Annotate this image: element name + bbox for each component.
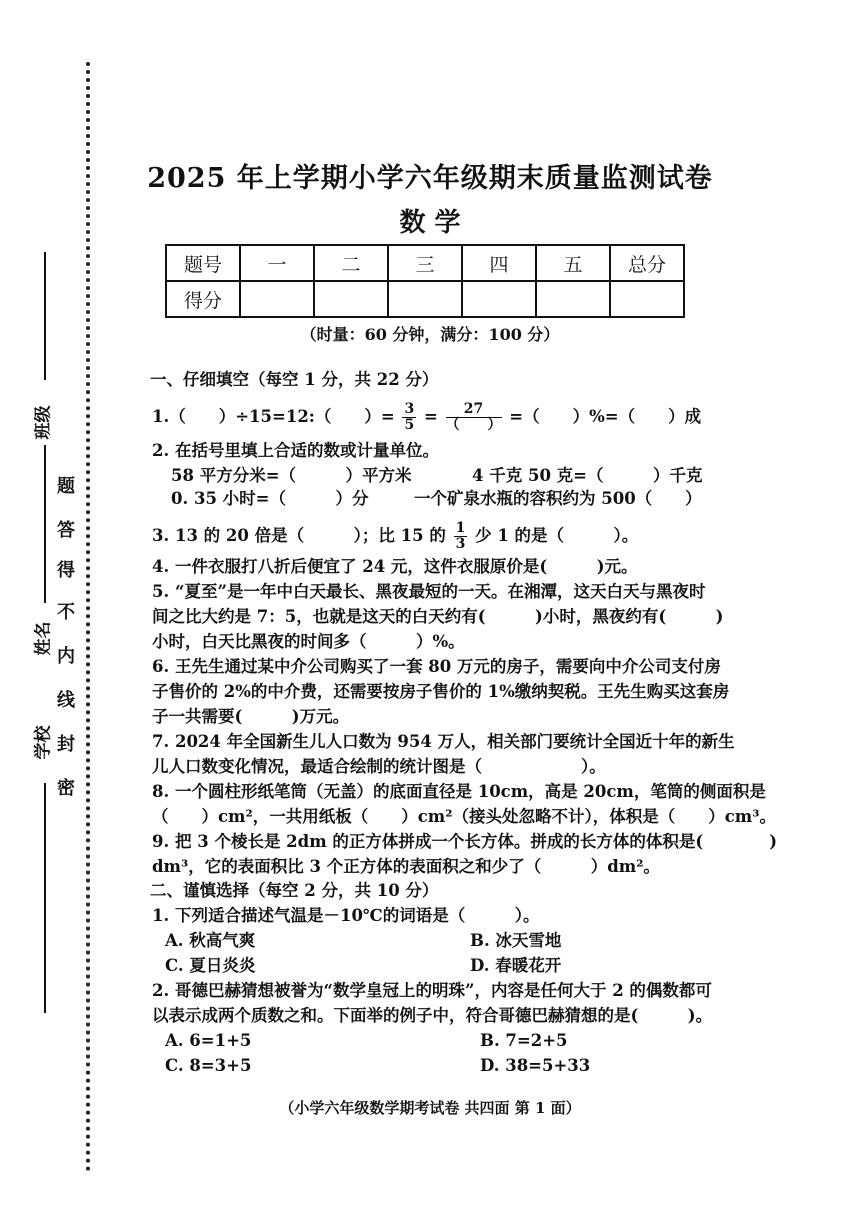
question-2c: 0. 35 小时=（ ）分 <box>171 489 369 508</box>
question-2: 2. 在括号里填上合适的数或计量单位。 <box>152 441 439 460</box>
binding-warning-char: 封 <box>57 734 75 755</box>
binding-warning-char: 不 <box>57 602 75 623</box>
score-row-label: 得分 <box>166 281 240 317</box>
choice-option[interactable]: A. 6=1+5 <box>165 1031 252 1050</box>
q3-text-a: 3. 13 的 20 倍是（ ）；比 15 的 <box>152 526 446 545</box>
binding-warning-char: 题 <box>57 476 75 497</box>
fraction <box>454 521 468 552</box>
score-header-cell: 一 <box>240 245 314 281</box>
question-6-line1: 6. 王先生通过某中介公司购买了一套 80 万元的房子，需要向中介公司支付房 <box>152 657 721 676</box>
section2-heading: 二、谨慎选择（每空 2 分，共 10 分） <box>150 881 439 900</box>
question-9-line1: 9. 把 3 个棱长是 2dm 的正方体拼成一个长方体。拼成的长方体的体积是( ) <box>152 832 778 851</box>
choice-option[interactable]: C. 8=3+5 <box>165 1056 252 1075</box>
score-header-cell: 四 <box>462 245 536 281</box>
page-footer: （小学六年级数学期考试卷 共四面 第 1 面） <box>279 1099 581 1117</box>
time-note: （时量：60 分钟，满分：100 分） <box>300 325 560 344</box>
choice-option[interactable]: B. 冰天雪地 <box>470 931 562 950</box>
score-cell[interactable] <box>536 281 610 317</box>
question-8-line1: 8. 一个圆柱形纸笔筒（无盖）的底面直径是 10cm，高是 20cm，笔筒的侧面积是 <box>152 782 766 801</box>
question-2b: 4 千克 50 克=（ ）千克 <box>472 466 703 485</box>
score-header-cell: 二 <box>314 245 388 281</box>
fraction-numerator: 27 <box>446 402 502 418</box>
score-cell[interactable] <box>240 281 314 317</box>
class-label: 班级 <box>33 405 54 440</box>
score-cell[interactable] <box>388 281 462 317</box>
question-1 <box>152 402 701 433</box>
name-label: 姓名 <box>33 621 54 656</box>
fraction-denominator: （ ） <box>445 417 502 433</box>
fraction <box>446 402 502 433</box>
fraction-denominator: 5 <box>404 417 415 433</box>
question-4: 4. 一件衣服打八折后便宜了 24 元，这件衣服原价是( )元。 <box>152 557 638 576</box>
school-underline <box>44 783 46 1013</box>
question-3 <box>152 521 638 552</box>
question-5-line3: 小时，白天比黑夜的时间多（ ）%。 <box>152 632 465 651</box>
score-header-cell: 总分 <box>610 245 684 281</box>
question-7-line2: 儿人口数变化情况，最适合绘制的统计图是（ ）。 <box>152 757 606 776</box>
q1-text-b: =（ ）%=（ ）成 <box>509 407 702 426</box>
choice-question-2-line1: 2. 哥德巴赫猜想被誉为“数学皇冠上的明珠”，内容是任何大于 2 的偶数都可 <box>152 981 712 1000</box>
score-table <box>165 244 685 318</box>
q1-equals: = <box>423 407 438 426</box>
choice-option[interactable]: C. 夏日炎炎 <box>165 956 256 975</box>
score-table-score-row <box>166 281 684 317</box>
fraction-numerator: 3 <box>404 401 415 417</box>
question-6-line3: 子一共需要( )万元。 <box>152 707 350 726</box>
q3-text-b: 少 1 的是（ ）。 <box>475 526 639 545</box>
score-table-header-row <box>166 245 684 281</box>
score-header-cell: 五 <box>536 245 610 281</box>
question-9-line2: dm³，它的表面积比 3 个正方体的表面积之和少了（ ）dm²。 <box>152 857 660 876</box>
name-underline <box>44 445 46 603</box>
exam-subject: 数 学 <box>399 208 461 238</box>
binding-warning-char: 内 <box>57 646 75 667</box>
score-header-cell: 三 <box>388 245 462 281</box>
score-cell[interactable] <box>314 281 388 317</box>
class-underline <box>44 252 46 380</box>
school-label: 学校 <box>33 725 54 760</box>
question-5-line2: 间之比大约是 7：5，也就是这天的白天约有( )小时，黑夜约有( ) <box>152 607 724 626</box>
question-8-line2: （ ）cm²，一共用纸板（ ）cm²（接头处忽略不计），体积是（ ）cm³。 <box>152 807 776 826</box>
question-2a: 58 平方分米=（ ）平方米 <box>171 466 412 485</box>
section1-heading: 一、仔细填空（每空 1 分，共 22 分） <box>150 370 439 389</box>
choice-option[interactable]: D. 38=5+33 <box>480 1056 591 1075</box>
fraction-numerator: 1 <box>455 520 466 536</box>
binding-warning-char: 线 <box>57 690 75 711</box>
choice-question-1: 1. 下列适合描述气温是－10℃的词语是（ ）。 <box>152 906 540 925</box>
binding-warning-char: 密 <box>57 778 75 799</box>
exam-title: 2025 年上学期小学六年级期末质量监测试卷 <box>147 163 713 194</box>
question-2d: 一个矿泉水瓶的容积约为 500（ ） <box>414 489 702 508</box>
choice-option[interactable]: D. 春暖花开 <box>470 956 562 975</box>
choice-question-2-line2: 以表示成两个质数之和。下面举的例子中，符合哥德巴赫猜想的是( )。 <box>152 1006 713 1025</box>
fraction <box>402 402 416 433</box>
fraction-denominator: 3 <box>455 536 466 552</box>
score-cell[interactable] <box>462 281 536 317</box>
binding-warning-char: 答 <box>57 520 75 541</box>
question-7-line1: 7. 2024 年全国新生儿人口数为 954 万人，相关部门要统计全国近十年的新生 <box>152 732 735 751</box>
question-6-line2: 子售价的 2%的中介费，还需要按房子售价的 1%缴纳契税。王先生购买这套房 <box>152 682 730 701</box>
score-header-cell: 题号 <box>166 245 240 281</box>
score-cell[interactable] <box>610 281 684 317</box>
choice-option[interactable]: B. 7=2+5 <box>480 1031 568 1050</box>
q1-text-a: 1.（ ）÷15=12:（ ）= <box>152 407 395 426</box>
choice-option[interactable]: A. 秋高气爽 <box>165 931 256 950</box>
binding-warning-char: 得 <box>57 560 75 581</box>
question-5-line1: 5. “夏至”是一年中白天最长、黑夜最短的一天。在湘潭，这天白天与黑夜时 <box>152 582 706 601</box>
